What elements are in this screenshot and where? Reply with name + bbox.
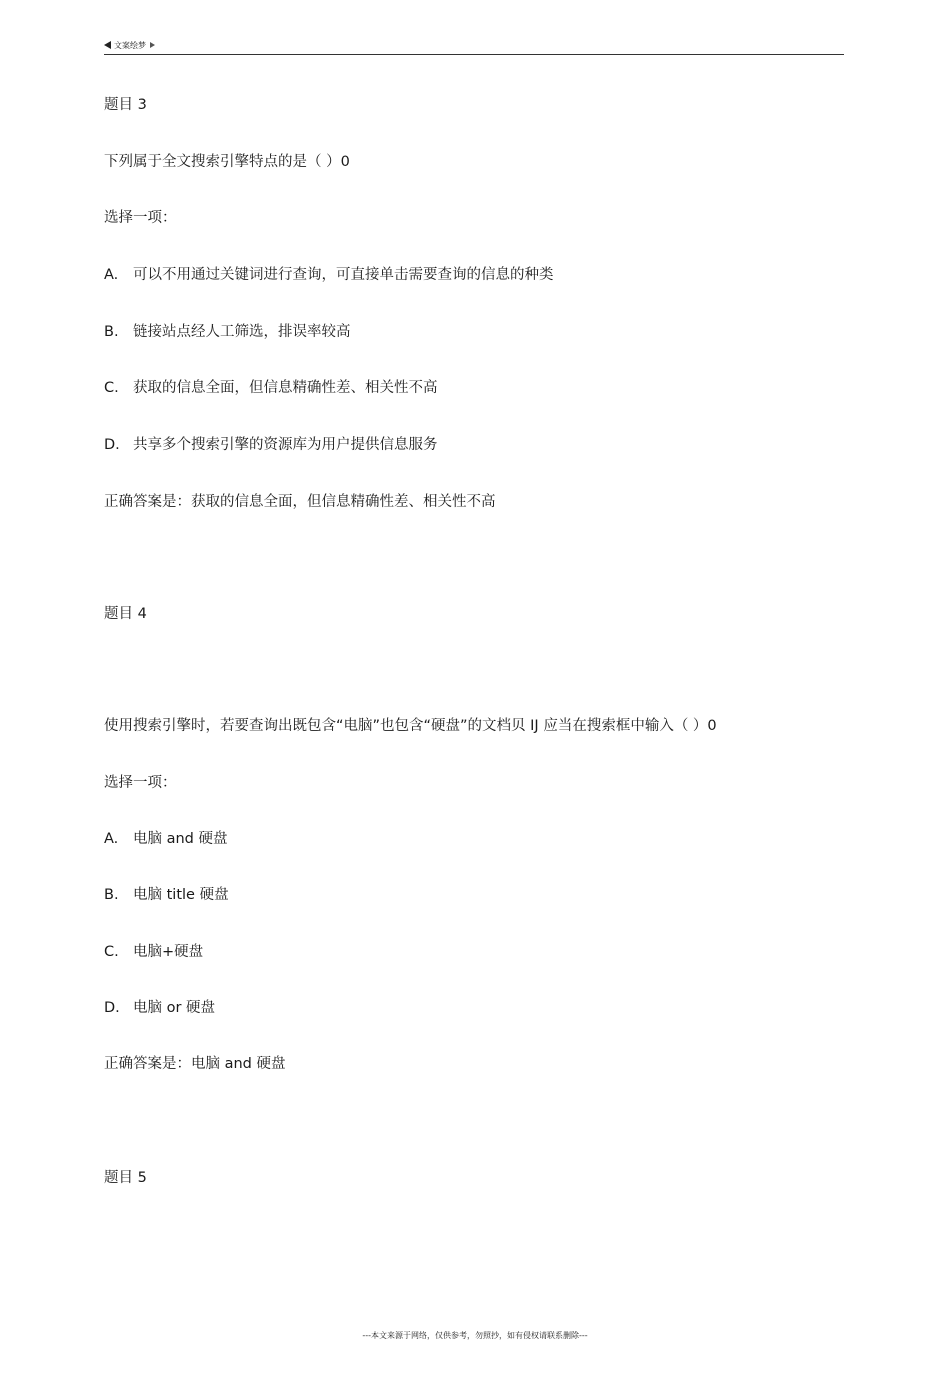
page-footer: ---本文来源于网络，仅供参考，勿照抄，如有侵权请联系删除--- bbox=[362, 1331, 588, 1340]
option-text: 电脑 or 硬盘 bbox=[133, 1000, 216, 1016]
page-header bbox=[104, 40, 844, 55]
option-text: 可以不用通过关键词进行查询，可直接单击需要查询的信息的种类 bbox=[133, 267, 554, 283]
option-text: 链接站点经人工筛选，排误率较高 bbox=[133, 324, 351, 340]
question-instruction: 选择一项： bbox=[104, 210, 177, 226]
question-stem: 使用搜索引擎时，若要查询出既包含“电脑”也包含“硬盘”的文档贝 IJ 应当在搜索框中输入（ ）0 bbox=[104, 718, 717, 734]
option-a[interactable] bbox=[104, 265, 554, 285]
option-letter: A. bbox=[104, 267, 119, 283]
correct-answer: 正确答案是：获取的信息全面，但信息精确性差、相关性不高 bbox=[104, 494, 496, 510]
header-logo-text: 文案绘梦 bbox=[114, 41, 146, 50]
option-d[interactable] bbox=[104, 435, 438, 455]
option-c[interactable] bbox=[104, 942, 203, 962]
option-a[interactable] bbox=[104, 829, 228, 849]
question-title: 题目 3 bbox=[104, 97, 147, 113]
option-text: 获取的信息全面，但信息精确性差、相关性不高 bbox=[133, 380, 438, 396]
triangle-left-icon bbox=[104, 41, 111, 49]
option-letter: A. bbox=[104, 831, 119, 847]
option-letter: B. bbox=[104, 887, 119, 903]
question-stem: 下列属于全文搜索引擎特点的是（ ）0 bbox=[104, 154, 350, 170]
option-letter: B. bbox=[104, 324, 119, 340]
question-title: 题目 5 bbox=[104, 1170, 147, 1186]
option-letter: C. bbox=[104, 944, 119, 960]
option-b[interactable] bbox=[104, 885, 229, 905]
option-text: 电脑+硬盘 bbox=[133, 944, 204, 960]
question-instruction: 选择一项： bbox=[104, 775, 177, 791]
option-text: 电脑 and 硬盘 bbox=[133, 831, 228, 847]
option-letter: C. bbox=[104, 380, 119, 396]
triangle-right-icon bbox=[150, 42, 155, 48]
option-letter: D. bbox=[104, 1000, 120, 1016]
option-text: 电脑 title 硬盘 bbox=[133, 887, 229, 903]
option-d[interactable] bbox=[104, 998, 215, 1018]
option-text: 共享多个搜索引擎的资源库为用户提供信息服务 bbox=[133, 437, 438, 453]
question-title: 题目 4 bbox=[104, 606, 147, 622]
header-logo bbox=[104, 40, 155, 52]
option-letter: D. bbox=[104, 437, 120, 453]
option-c[interactable] bbox=[104, 378, 438, 398]
option-b[interactable] bbox=[104, 322, 351, 342]
correct-answer: 正确答案是：电脑 and 硬盘 bbox=[104, 1056, 286, 1072]
